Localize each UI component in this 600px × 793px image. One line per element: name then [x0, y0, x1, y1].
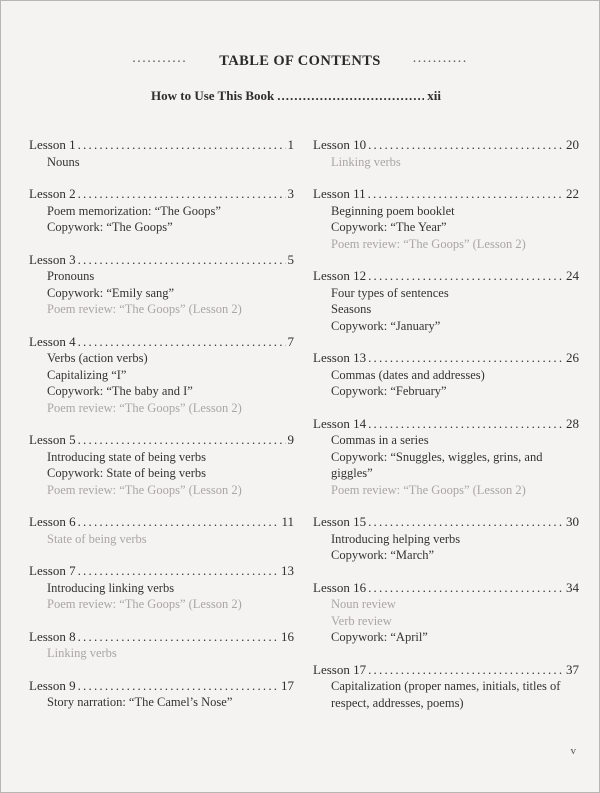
toc-entry — [313, 268, 579, 334]
lesson-topic: respect, addresses, poems) — [331, 695, 464, 710]
toc-entry — [29, 563, 294, 613]
lesson-topic: State of being verbs — [47, 531, 147, 546]
lesson-topic: Seasons — [331, 302, 372, 316]
lesson-topic: Copywork: “The baby and I” — [47, 384, 193, 398]
dot-leader — [368, 186, 564, 203]
dot-leader — [78, 678, 279, 695]
lesson-label: Lesson 3 — [29, 251, 76, 267]
lesson-topic: Noun review — [331, 597, 396, 611]
dot-leader — [368, 580, 564, 597]
toc-header — [0, 50, 600, 70]
lesson-topic: Introducing helping verbs — [331, 531, 461, 546]
lesson-heading[interactable] — [313, 662, 579, 679]
lesson-page-number: 24 — [566, 268, 579, 283]
lesson-label: Lesson 8 — [29, 628, 76, 644]
lesson-label: Lesson 1 — [29, 137, 76, 152]
lesson-label: Lesson 17 — [313, 661, 367, 677]
lesson-topic: Poem review: “The Goops” (Lesson 2) — [331, 236, 526, 251]
ornament-dots-left: ........... — [132, 50, 188, 66]
lesson-page-number: 20 — [566, 137, 579, 152]
lesson-topic: Capitalization (proper names, initials, titles of — [331, 679, 561, 693]
toc-entry — [313, 514, 579, 564]
lesson-topic: Four types of sentences — [331, 285, 449, 300]
lesson-topic: Copywork: “February” — [331, 384, 447, 398]
dot-leader — [78, 514, 280, 531]
lesson-heading[interactable] — [313, 514, 579, 531]
lesson-label: Lesson 7 — [29, 563, 76, 578]
lesson-topic: Verb review — [331, 613, 392, 628]
dot-leader — [368, 268, 564, 285]
lesson-label: Lesson 9 — [29, 677, 76, 693]
lesson-topic: Introducing linking verbs — [47, 580, 175, 595]
lesson-topic: Poem review: “The Goops” (Lesson 2) — [47, 597, 242, 611]
dot-leader — [78, 629, 279, 646]
lesson-heading[interactable] — [313, 350, 579, 367]
dot-leader — [368, 137, 564, 154]
toc-entry — [313, 137, 579, 170]
dot-leader — [78, 432, 286, 449]
toc-entry-page: xii — [427, 88, 441, 103]
lesson-topic: Story narration: “The Camel’s Nose” — [47, 695, 233, 709]
lesson-heading[interactable] — [29, 563, 294, 580]
lesson-page-number: 9 — [287, 432, 294, 447]
lesson-page-number: 13 — [281, 563, 294, 578]
lesson-topic: giggles” — [331, 466, 373, 480]
lesson-topic: Copywork: “The Goops” — [47, 220, 173, 234]
lesson-page-number: 7 — [287, 333, 294, 349]
toc-column-right — [313, 137, 579, 727]
lesson-topic: Commas (dates and addresses) — [331, 367, 485, 382]
lesson-label: Lesson 14 — [313, 415, 367, 431]
lesson-page-number: 1 — [287, 137, 294, 152]
lesson-topic: Poem review: “The Goops” (Lesson 2) — [331, 482, 526, 497]
lesson-topic: Copywork: “Snuggles, wiggles, grins, and — [331, 449, 543, 464]
lesson-label: Lesson 2 — [29, 186, 76, 201]
dot-leader — [78, 334, 286, 351]
lesson-page-number: 30 — [566, 514, 579, 529]
lesson-page-number: 34 — [566, 579, 579, 595]
lesson-page-number: 28 — [566, 415, 579, 431]
lesson-heading[interactable] — [29, 629, 294, 646]
dot-leader — [78, 186, 286, 203]
dot-leader — [78, 563, 279, 580]
lesson-topic: Capitalizing “I” — [47, 367, 127, 382]
toc-entry — [29, 629, 294, 662]
page-number: v — [570, 745, 576, 757]
dot-leader — [368, 662, 564, 679]
toc-entry — [313, 662, 579, 712]
lesson-topic: Commas in a series — [331, 433, 429, 447]
lesson-page-number: 16 — [281, 628, 294, 644]
lesson-topic: Poem review: “The Goops” (Lesson 2) — [47, 302, 242, 316]
lesson-label: Lesson 15 — [313, 514, 367, 529]
lesson-page-number: 5 — [287, 251, 294, 267]
toc-entry — [29, 334, 294, 417]
lesson-topic: Copywork: “Emily sang” — [47, 285, 175, 300]
lesson-topic: Pronouns — [47, 269, 95, 283]
toc-entry — [313, 580, 579, 646]
lesson-page-number: 22 — [566, 186, 579, 201]
dot-leader — [78, 137, 286, 154]
lesson-label: Lesson 6 — [29, 514, 76, 529]
lesson-topic: Copywork: “March” — [331, 548, 435, 562]
lesson-label: Lesson 5 — [29, 432, 76, 447]
lesson-label: Lesson 10 — [313, 137, 367, 152]
dot-leader — [277, 88, 424, 104]
toc-entry — [29, 137, 294, 170]
lesson-topic: Linking verbs — [331, 154, 401, 169]
dot-leader — [368, 350, 564, 367]
lesson-heading[interactable] — [29, 137, 294, 154]
lesson-heading[interactable] — [29, 252, 294, 269]
lesson-label: Lesson 16 — [313, 579, 367, 595]
lesson-heading[interactable] — [313, 137, 579, 154]
lesson-topic: Poem review: “The Goops” (Lesson 2) — [47, 482, 242, 497]
lesson-label: Lesson 13 — [313, 350, 367, 365]
lesson-heading[interactable] — [29, 186, 294, 203]
lesson-heading[interactable] — [29, 334, 294, 351]
lesson-heading[interactable] — [313, 580, 579, 597]
lesson-page-number: 11 — [281, 514, 294, 529]
dot-leader — [78, 252, 286, 269]
toc-entry — [29, 678, 294, 711]
toc-column-left — [29, 137, 294, 727]
lesson-topic: Nouns — [47, 154, 80, 169]
toc-entry — [313, 350, 579, 400]
toc-entry — [29, 186, 294, 236]
lesson-topic: Introducing state of being verbs — [47, 449, 206, 464]
lesson-heading[interactable] — [313, 416, 579, 433]
lesson-topic: Poem review: “The Goops” (Lesson 2) — [47, 400, 242, 415]
ornament-dots-right: ........... — [412, 50, 468, 66]
toc-entry — [29, 252, 294, 318]
lesson-topic: Poem memorization: “The Goops” — [47, 203, 221, 218]
lesson-heading[interactable] — [29, 514, 294, 531]
toc-entry-how-to-use[interactable] — [151, 88, 441, 104]
lesson-page-number: 37 — [566, 661, 579, 677]
dot-leader — [368, 416, 564, 433]
toc-entry — [29, 432, 294, 498]
lesson-page-number: 3 — [287, 186, 294, 201]
lesson-label: Lesson 11 — [313, 186, 366, 201]
toc-entry — [313, 416, 579, 499]
lesson-topic: Copywork: “January” — [331, 318, 441, 333]
toc-entry — [29, 514, 294, 547]
lesson-topic: Beginning poem booklet — [331, 203, 455, 218]
lesson-page-number: 26 — [566, 350, 579, 365]
lesson-label: Lesson 12 — [313, 268, 367, 283]
lesson-heading[interactable] — [313, 268, 579, 285]
toc-entry-label: How to Use This Book — [151, 88, 275, 103]
lesson-heading[interactable] — [313, 186, 579, 203]
lesson-topic: Linking verbs — [47, 646, 117, 660]
lesson-page-number: 17 — [281, 677, 294, 693]
dot-leader — [368, 514, 564, 531]
page-title: TABLE OF CONTENTS — [219, 53, 381, 69]
lesson-label: Lesson 4 — [29, 333, 76, 349]
lesson-topic: Copywork: “The Year” — [331, 220, 447, 234]
lesson-heading[interactable] — [29, 432, 294, 449]
lesson-topic: Copywork: State of being verbs — [47, 466, 207, 480]
lesson-heading[interactable] — [29, 678, 294, 695]
toc-entry — [313, 186, 579, 252]
lesson-topic: Copywork: “April” — [331, 630, 428, 644]
lesson-topic: Verbs (action verbs) — [47, 351, 148, 365]
